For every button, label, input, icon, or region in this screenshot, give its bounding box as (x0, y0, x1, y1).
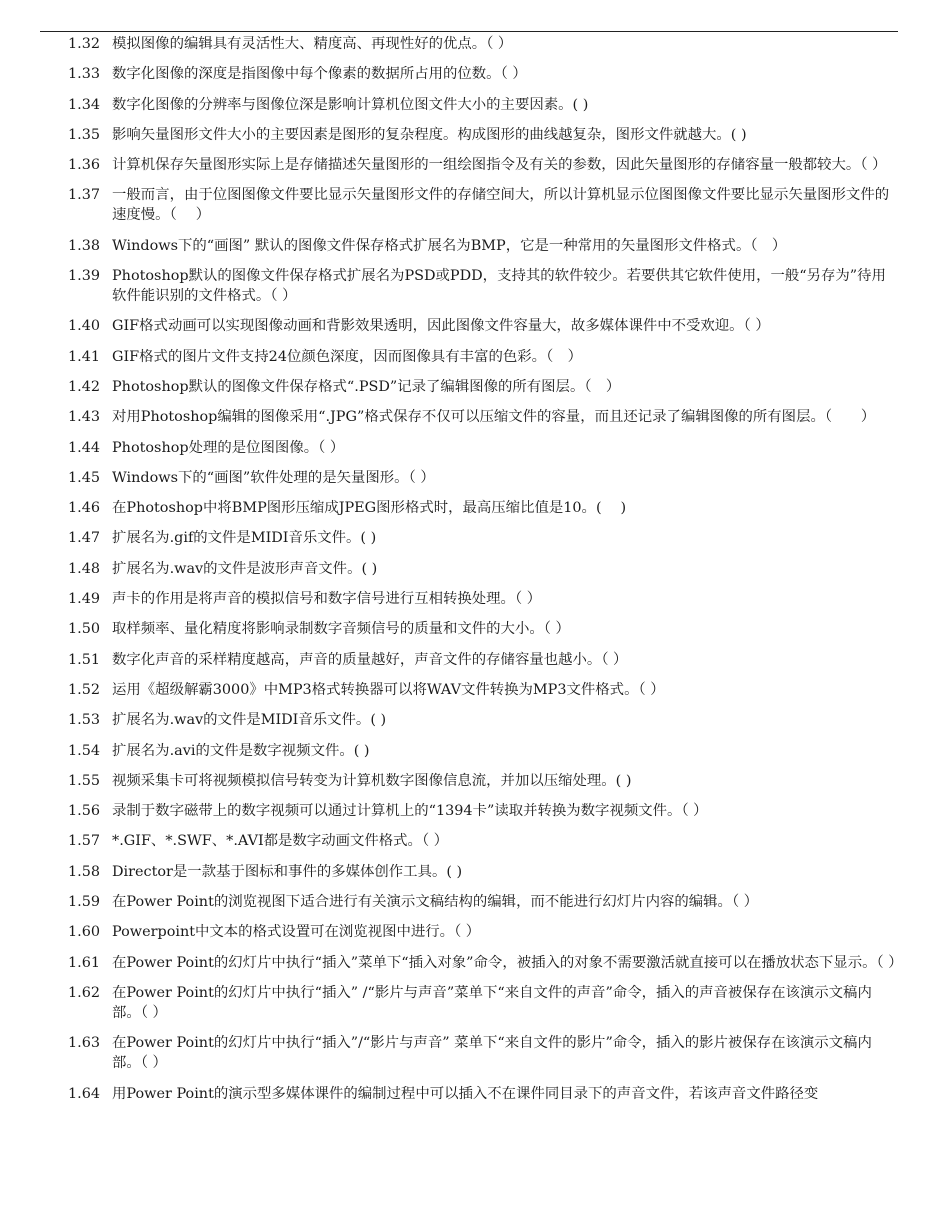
question-text: 在Power Point的幻灯片中执行“插入” /“影片与声音”菜单下“来自文件的声音”命令，插入的声音被保存在该演示文稿内部。（ ） (112, 984, 872, 1021)
question-text: 声卡的作用是将声音的模拟信号和数字信号进行互相转换处理。（ ） (112, 591, 542, 608)
question-number: 1.63 (68, 1035, 101, 1052)
question-number: 1.55 (68, 772, 101, 789)
question-text: 一般而言，由于位图图像文件要比显示矢量图形文件的存储空间大，所以计算机显示位图图像文件要比显示矢量图形文件的速度慢。（ ） (112, 187, 890, 224)
header-rule (40, 31, 898, 32)
question-item (0, 64, 950, 84)
question-item (0, 236, 950, 256)
question-number: 1.35 (68, 126, 101, 143)
question-item (0, 771, 950, 791)
question-text: Powerpoint中文本的格式设置可在浏览视图中进行。（ ） (112, 924, 481, 941)
question-number: 1.57 (68, 833, 101, 850)
question-item (0, 680, 950, 700)
question-number: 1.46 (68, 500, 101, 517)
question-item (0, 801, 950, 821)
question-number: 1.51 (68, 651, 101, 668)
question-text: 数字化图像的深度是指图像中每个像素的数据所占用的位数。（ ） (112, 66, 527, 83)
question-text: 模拟图像的编辑具有灵活性大、精度高、再现性好的优点。（ ） (112, 36, 513, 52)
question-number: 1.34 (68, 96, 101, 113)
question-number: 1.48 (68, 560, 101, 577)
question-text: 数字化声音的采样精度越高，声音的质量越好，声音文件的存储容量也越小。（ ） (112, 651, 628, 668)
question-item (0, 892, 950, 912)
question-number: 1.37 (68, 187, 101, 204)
question-number: 1.36 (68, 157, 101, 174)
question-item (0, 407, 950, 427)
question-number: 1.50 (68, 621, 101, 638)
question-item (0, 1084, 950, 1104)
question-item (0, 34, 950, 54)
question-item (0, 589, 950, 609)
question-text: Director是一款基于图标和事件的多媒体创作工具。( ) (112, 863, 463, 880)
question-text: 用Power Point的演示型多媒体课件的编制过程中可以插入不在课件同目录下的声音文件，若该声音文件路径变 (112, 1085, 819, 1102)
question-number: 1.49 (68, 591, 101, 608)
question-item (0, 528, 950, 548)
question-item (0, 559, 950, 579)
question-item (0, 438, 950, 458)
question-text: 扩展名为.wav的文件是波形声音文件。( ) (112, 560, 378, 577)
question-text: GIF格式动画可以实现图像动画和背影效果透明，因此图像文件容量大，故多媒体课件中不受欢迎。（ ） (112, 318, 770, 335)
question-number: 1.32 (68, 36, 101, 52)
question-text: GIF格式的图片文件支持24位颜色深度，因而图像具有丰富的色彩。（ ） (112, 348, 582, 365)
question-number: 1.45 (68, 469, 101, 486)
question-number: 1.52 (68, 681, 101, 698)
question-number: 1.64 (68, 1085, 101, 1102)
question-item (0, 468, 950, 488)
question-text: 视频采集卡可将视频模拟信号转变为计算机数字图像信息流，并加以压缩处理。( ) (112, 772, 632, 789)
question-item (0, 185, 950, 225)
question-text: Photoshop处理的是位图图像。（ ） (112, 439, 345, 456)
question-text: Windows下的“画图”软件处理的是矢量图形。（ ） (112, 469, 435, 486)
question-item (0, 377, 950, 397)
question-item (0, 1033, 950, 1073)
question-text: Photoshop默认的图像文件保存格式扩展名为PSD或PDD，支持其的软件较少。若要供其它软件使用，一般“另存为”待用软件能识别的文件格式。（ ） (112, 268, 886, 305)
question-item (0, 619, 950, 639)
question-number: 1.53 (68, 712, 101, 729)
question-number: 1.56 (68, 803, 101, 820)
question-text: 计算机保存矢量图形实际上是存储描述矢量图形的一组绘图指令及有关的参数，因此矢量图形的存储容量一般都较大。（ ） (112, 157, 887, 174)
question-item (0, 953, 950, 973)
question-text: 对用Photoshop编辑的图像采用“.JPG”格式保存不仅可以压缩文件的容量，而且还记录了编辑图像的所有图层。（ ） (112, 409, 876, 426)
question-text: 在Power Point的浏览视图下适合进行有关演示文稿结构的编辑，而不能进行幻灯片内容的编辑。（ ） (112, 894, 759, 911)
question-item (0, 347, 950, 367)
question-text: 在Power Point的幻灯片中执行“插入”/“影片与声音” 菜单下“来自文件的影片”命令，插入的影片被保存在该演示文稿内部。（ ） (112, 1035, 872, 1072)
question-number: 1.60 (68, 924, 101, 941)
question-item (0, 95, 950, 115)
question-item (0, 862, 950, 882)
question-item (0, 922, 950, 942)
question-list (0, 34, 950, 1114)
question-item (0, 316, 950, 336)
question-text: 在Photoshop中将BMP图形压缩成JPEG图形格式时，最高压缩比值是10。( ) (112, 500, 627, 517)
question-number: 1.54 (68, 742, 101, 759)
question-item (0, 741, 950, 761)
question-number: 1.39 (68, 268, 101, 285)
question-number: 1.38 (68, 237, 101, 254)
question-number: 1.44 (68, 439, 101, 456)
question-text: 影响矢量图形文件大小的主要因素是图形的复杂程度。构成图形的曲线越复杂，图形文件就越大。( ) (112, 126, 747, 143)
question-number: 1.43 (68, 409, 101, 426)
question-text: 取样频率、量化精度将影响录制数字音频信号的质量和文件的大小。（ ） (112, 621, 570, 638)
question-number: 1.59 (68, 894, 101, 911)
question-item (0, 498, 950, 518)
question-number: 1.40 (68, 318, 101, 335)
question-number: 1.58 (68, 863, 101, 880)
question-text: 在Power Point的幻灯片中执行“插入”菜单下“插入对象”命令，被插入的对象不需要激活就直接可以在播放状态下显示。（ ） (112, 954, 903, 971)
question-item (0, 831, 950, 851)
question-text: 扩展名为.avi的文件是数字视频文件。( ) (112, 742, 370, 759)
question-item (0, 710, 950, 730)
question-number: 1.42 (68, 378, 101, 395)
question-number: 1.47 (68, 530, 101, 547)
question-text: 数字化图像的分辨率与图像位深是影响计算机位图文件大小的主要因素。( ) (112, 96, 589, 113)
question-text: 扩展名为.gif的文件是MIDI音乐文件。( ) (112, 530, 377, 547)
question-item (0, 650, 950, 670)
question-text: *.GIF、*.SWF、*.AVI都是数字动画文件格式。（ ） (112, 833, 449, 850)
question-item (0, 983, 950, 1023)
question-number: 1.33 (68, 66, 101, 83)
question-item (0, 266, 950, 306)
question-text: Photoshop默认的图像文件保存格式“.PSD”记录了编辑图像的所有图层。（ ） (112, 378, 621, 395)
question-number: 1.41 (68, 348, 101, 365)
question-text: 录制于数字磁带上的数字视频可以通过计算机上的“1394卡”读取并转换为数字视频文件。（ ） (112, 803, 708, 820)
question-number: 1.61 (68, 954, 101, 971)
question-text: Windows下的“画图” 默认的图像文件保存格式扩展名为BMP，它是一种常用的矢量图形文件格式。（ ） (112, 237, 787, 254)
question-item (0, 155, 950, 175)
question-item (0, 125, 950, 145)
question-number: 1.62 (68, 984, 101, 1001)
question-text: 运用《超级解霸3000》中MP3格式转换器可以将WAV文件转换为MP3文件格式。（ ） (112, 681, 665, 698)
question-text: 扩展名为.wav的文件是MIDI音乐文件。( ) (112, 712, 387, 729)
